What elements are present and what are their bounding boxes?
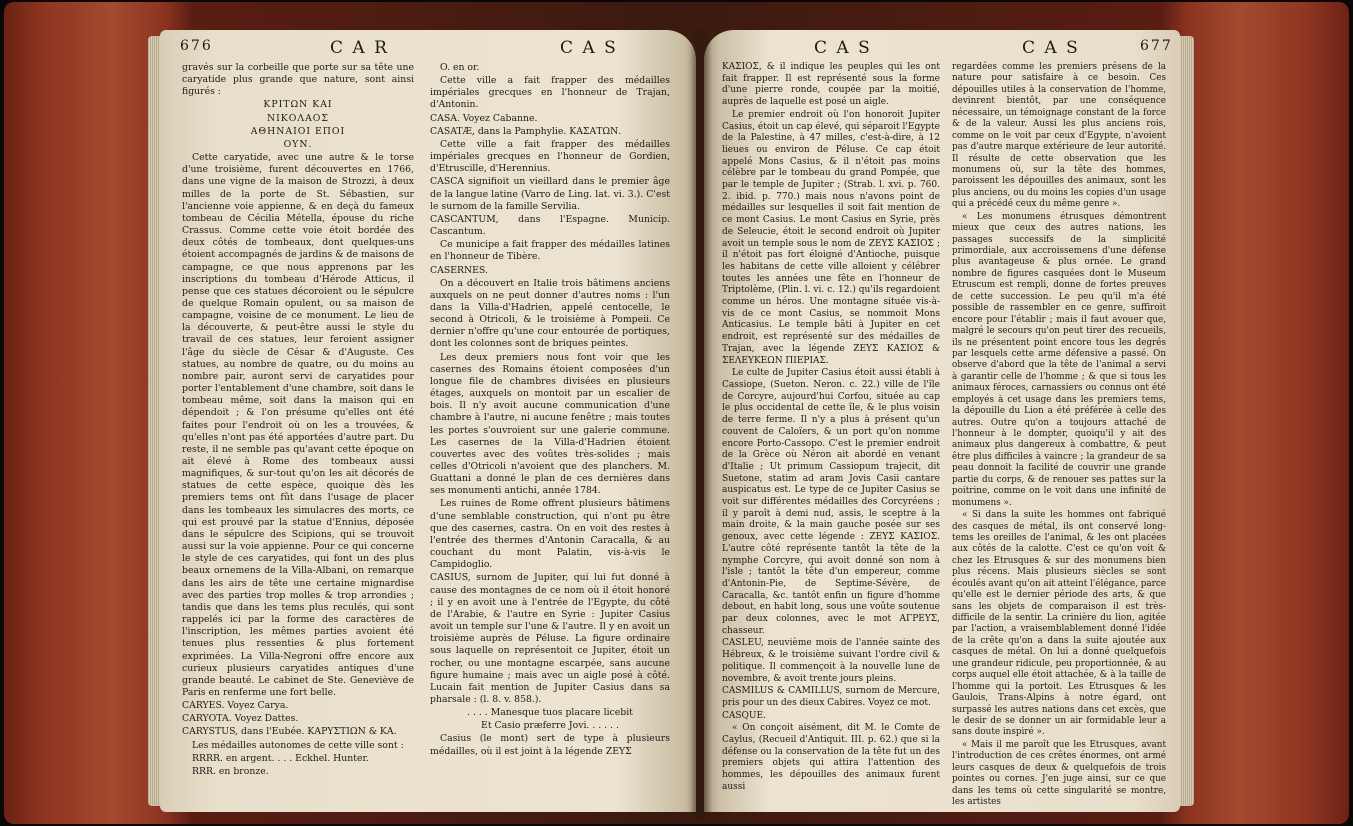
left-column-2: [430, 62, 670, 810]
right-header-right: C A S: [1022, 38, 1080, 58]
paragraph: ΚΑΣΙΟΣ, & il indique les peuples qui les ont fait frapper. Il est représenté sous la forme d'une pierre ronde, coupée par la moitié, auprès de laquelle est posé un aigle.: [722, 62, 940, 108]
paragraph: « On conçoit aisément, dit M. le Comte de Caylus, (Recueil d'Antiquit. III. p. 62.) que si la défense ou la conservation de la tête fut un des premiers objets qui attira l'attention des hommes, les dépouilles des animaux furent aussi: [722, 723, 940, 792]
paragraph: CASMILUS & CAMILLUS, surnom de Mercure, pris pour un des dieux Cabires. Voyez ce mot.: [722, 686, 940, 708]
paragraph: CARYSTUS, dans l'Eubée. ΚΑΡΥΣΤΙΩΝ & ΚΑ.: [182, 726, 397, 738]
left-header-left: C A R: [330, 38, 389, 58]
paragraph: CARYES. Voyez Carya.: [182, 700, 289, 712]
paragraph: Ce municipe a fait frapper des médailles latines en l'honneur de Tibère.: [430, 239, 670, 263]
paragraph: CASERNES.: [430, 264, 488, 276]
paragraph: CASLEU, neuvième mois de l'année sainte des Hébreux, & le troisième suivant l'ordre civil & politique. Il commençoit à la nouvelle lune de novembre, & avoit trente jours pleins.: [722, 638, 940, 684]
paragraph: « Mais il me paroît que les Etrusques, avant l'introduction de ces crêtes énormes, ont armé leurs casques de deux & quelquefois de trois pointes ou cornes. J'en juge ainsi, sur ce que dans les tems où cette singularité se montre, les artistes: [952, 739, 1166, 807]
paragraph: Les médailles autonomes de cette ville sont :: [192, 739, 404, 751]
paragraph: ΑΘΗΝΑΙΟΙ ΕΠΟΙ: [250, 125, 346, 137]
right-page: [704, 30, 1180, 812]
left-page-edges: [148, 36, 160, 806]
paragraph: « Si dans la suite les hommes ont fabriqué des casques de métal, ils ont conservé long-tems les oreilles de l'animal, & les ont placées aux côtés de la calotte. C'est ce qu'on voit & chez les Etrusques & sur des monumens bien plus récens. Mais plusieurs siècles se sont écoulés avant qu'on ait atteint l'élégance, parce qu'elle est le dernier période des arts, & que sans les objets de comparaison il est très-difficile de la sentir. La crinière du lion, agitée par l'action, a vraisemblablement donné l'idée de la crête qu'on a dans la suite ajoutée aux casques de métal. On lui a donné quelquefois une grandeur ridicule, peu proportionnée, & au corps auquel elle étoit attachée, & à la taille de l'homme qui la portoit. Les Etrusques & les Gaulois, Trans-Alpins à notre égard, ont surpassé les autres nations dans cet excès, que le desir de se donner un air formidable leur a sans doute inspiré ».: [952, 510, 1167, 738]
paragraph: CASCANTUM, dans l'Espagne. Municip. Cascantum.: [430, 213, 670, 238]
paragraph: RRRR. en argent. . . . Eckhel. Hunter.: [192, 752, 369, 764]
paragraph: ΟΥΝ.: [283, 138, 313, 150]
paragraph: O. en or.: [440, 62, 480, 73]
paragraph: CASCA signifioit un vieillard dans le premier âge de la langue latine (Varro de Ling. lat. vi. 3.). C'est le surnom de la famille Servilia.: [430, 176, 670, 212]
left-page: [160, 30, 696, 812]
right-header-left: C A S: [814, 38, 872, 58]
paragraph: Les deux premiers nous font voir que les casernes des Romains étoient composées d'un longue file de chambres divisées en plusieurs étages, auxquels on montoit par un escalier de bois. Il n'y avoit aucune communication d'une chambre à l'autre, ni aucune fenêtre ; mais toutes les portes s'ouvroient sur une galerie commune. Les casernes de la Villa-d'Hadrien étoient couvertes avec des voûtes très-solides ; mais celles d'Otricoli n'avoient que des planchers. M. Guattani a donné le plan de ces dernières dans ses monumenti antichi, année 1784.: [430, 351, 670, 497]
paragraph: CASIUS, surnom de Jupiter, qui lui fut donné à cause des montagnes de ce nom où il étoit honoré ; il y en avoit une à l'entrée de l'Egypte, du côté de l'Arabie, & l'autre en Syrie : Jupiter Casius avoit un temple sur l'une & l'autre. Il y en avoit un troisième auprès de Péluse. La figure ordinaire sous laquelle on représentoit ce Jupiter, étoit un rocher, ou une montagne escarpée, sans aucune figure humaine ; mais avec un aigle posé à côté. Lucain fait mention de Jupiter Casius dans sa pharsale : (l. 8. v. 858.).: [430, 572, 670, 705]
paragraph: CARYOTA. Voyez Dattes.: [182, 713, 299, 725]
paragraph: « Les monumens étrusques démontrent mieux que ceux des autres nations, les passages successifs de la simplicité primordiale, aux accroissemens d'une défense plus avantageuse & plus ornée. Le grand nombre de figures casquées dont le Museum Etruscum est rempli, donne de fortes preuves de cette succession. Le peu qu'il m'a été possible de rassembler en ce genre, suffiroit encore pour l'établir ; mais il faut avouer que, malgré le secours qu'on peut tirer des recueils, ils ne présentent point encore tous les degrés par lesquels cette arme défensive a passé. On observe d'abord que la tête de l'animal a servi à garantir celle de l'homme ; & que si tous les animaux féroces, carnassiers ou connus ont été employés à cet usage dans les premiers tems, la dépouille du Lion a été préférée à celle des autres. Outre qu'on a toujours attaché de l'honneur à le dompter, quoiqu'il y ait des animaux plus dangereux à combattre, & peut être plus difficiles à vaincre ; la grandeur de sa peau donnoit la facilité de couvrir une grande partie du corps, & de renouer ses pattes sur la poitrine, comme on le voit dans une infinité de monumens ».: [952, 211, 1166, 508]
paragraph: Cette ville a fait frapper des médailles impériales grecques en l'honneur de Trajan, d'Antonin.: [430, 75, 670, 111]
paragraph: Cette caryatide, avec une autre & le torse d'une troisième, furent découvertes en 1766, dans une vigne de la maison de Strozzi, à deux milles de la porte de St. Sébastien, sur l'ancienne voie appienne, & en deçà du fameux tombeau de Cécilia Métella, épouse du riche Crassus. Comme cette voie étoit bordée des deux côtés de tombeaux, dont quelques-uns étoient accompagnés de jardins & de maisons de campagne, ce que nous apprenons par les inscriptions du tombeau d'Hérode Atticus, il pense que ces statues décoroient ou le sépulcre de quelque Romain opulent, ou sa maison de campagne, voisine de ce monument. Le lieu de la découverte, & peut-être aussi le style du travail de ces statues, leur feroient assigner l'âge du siècle de César & d'Auguste. Ces statues, au nombre de quatre, ou du moins au nombre pair, auront servi de caryatides pour porter l'entablement d'une chambre, soit dans le tombeau même, soit dans la maison qui en dépendoit ; & l'on présume qu'elles ont été faites pour l'endroit où on les a trouvées, & qu'elles n'ont pas été apportées d'autre part. Du reste, il ne semble pas qu'avant cette époque on ait élevé à Rome des tombeaux aussi magnifiques, & sur-tout qu'on les ait décorés de statues de cette espèce, quoique dès les premiers tems ont fût dans l'usage de placer dans les tombeaux les simulacres des morts, ce qui est prouvé par la statue d'Ennius, déposée dans le sépulcre des Scipions, qui se trouvoit aussi sur la voie appienne. Pour ce qui concerne le style de ces caryatides, qui font un des plus beaux ornemens de la Villa-Albani, on remarque dans les airs de tête une certaine mignardise avec des parties trop molles & trop arrondies ; tandis que dans les tems plus reculés, qui sont rappelés ici par la forme des caractères de l'inscription, les mêmes parties avoient été tenues plus ressenties & plus fortement exprimées. La Villa-Negroni offre encore aux curieux plusieurs caryatides antiques d'une grande beauté. Le cabinet de Ste. Geneviève de Paris en renferme une fort belle.: [182, 152, 414, 698]
paragraph: CASA. Voyez Cabanne.: [430, 112, 538, 124]
left-page-number: 676: [180, 38, 213, 54]
paragraph: RRR. en bronze.: [192, 765, 269, 777]
right-page-edges: [1180, 36, 1194, 806]
left-header-right: C A S: [560, 38, 618, 58]
paragraph: gravés sur la corbeille que porte sur sa tête une caryatide plus grande que nature, sont ainsi figurés :: [182, 62, 414, 98]
paragraph: Le culte de Jupiter Casius étoit aussi établi à Cassiope, (Sueton. Neron. c. 22.) ville de l'île de Corcyre, aujourd'hui Corfou, située au cap le plus occidental de cette île, & le plus voisin de terre ferme. Il n'y a plus à présent qu'un couvent de Caloïers, & un port qu'on nomme encore Porto-Cassopo. C'est le premier endroit de la Grèce où Néron ait abordé en venant d'Italie ; Ut primum Cassiopum trajecit, dit Suetone, statim ad aram Jovis Casii cantare auspicatus est. Le type de ce Jupiter Casius se voit sur différentes médailles des Corcyréens ; il y paroît à demi nud, assis, le sceptre à la main droite, & la main gauche posée sur ses genoux, avec cette légende : ΖΕΥΣ ΚΑΣΙΟΣ. L'autre côté représente tantôt la tête de la nymphe Corcyre, qui avoit donné son nom à l'isle ; tantôt la tête d'un empereur, comme d'Antonin-Pie, de Septime-Sévère, de Caracalla, &c. tantôt enfin un figure d'homme debout, en habit long, sous une voûte soutenue par deux colonnes, avec le mot ΑΓΡΕΥΣ, chasseur.: [722, 368, 940, 636]
paragraph: . . . . Manesque tuos placare licebit: [467, 707, 633, 719]
paragraph: regardées comme les premiers présens de la nature pour satisfaire à ce besoin. Ces dépouilles utiles à la conservation de l'homme, devinrent bientôt, par une conséquence nécessaire, un témoignage constant de la force & de la valeur. Aussi les plus anciens rois, comme on le voit par ceux d'Egypte, n'avoient pas d'autre marque extérieure de leur autorité. Il résulte de cette observation que les monumens où, sur la tête des hommes, paroissent les dépouilles des animaux, sont les plus anciens, ou du moins les copies d'un usage qui a précédé ceux du même genre ».: [952, 62, 1166, 210]
book-gutter: [690, 30, 712, 820]
left-column-1: [182, 62, 414, 810]
paragraph: On a découvert en Italie trois bâtimens anciens auxquels on ne peut donner d'autres noms : l'un dans la Villa-d'Hadrien, appelé centocelle, le second à Otricoli, & le troisième à Pompeii. Ce dernier n'offre qu'une cour entourée de portiques, dont les colonnes sont de briques peintes.: [430, 277, 670, 350]
paragraph: Casius (le mont) sert de type à plusieurs médailles, où il est joint à la légende ΖΕΥΣ: [430, 733, 670, 757]
paragraph: ΚΡΙΤΩΝ ΚΑΙ: [263, 99, 333, 111]
paragraph: Le premier endroit où l'on honoroit Jupiter Casius, étoit un cap élevé, qui séparoit l'Egypte de la Palestine, à 47 milles, c'est-à-dire, à 12 lieues ou environ de Péluse. Ce cap étoit appelé Mons Casius, & il n'étoit pas moins célèbre par le tombeau du grand Pompée, que par le temple de Jupiter ; (Strab. l. xvi. p. 760. 2. ibid. p. 770.) mais nous n'avons point de médailles sur lesquelles il soit fait mention de ce mont Casius. Le mont Casius en Syrie, près de Seleucie, étoit le second endroit où Jupiter avoit un temple sous le nom de ΖΕΥΣ ΚΑΣΙΟΣ ; il n'étoit pas fort éloigné d'Antioche, puisque les habitans de cette ville alloient y célébrer toutes les années une fête en l'honneur de Triptolème, (Plin. l. vi. c. 12.) qu'ils regardoient comme un héros. Une montagne située vis-à-vis de ce mont Casius, se nommoit Mons Anticasius. Le temple bâti à Jupiter en cet endroit, est représenté sur des médailles de Trajan, avec la légende ΖΕΥΣ ΚΑΣΙΟΣ & ΣΕΛΕΥΚΕΩΝ ΠΙΕΡΙΑΣ.: [722, 109, 940, 366]
paragraph: CASQUE.: [722, 710, 766, 721]
paragraph: Et Casio præferre Jovi. . . . . .: [481, 720, 619, 732]
paragraph: ΝΙΚΟΛΑΟΣ: [267, 112, 329, 124]
right-column-1: [722, 62, 940, 810]
right-page-number: 677: [1140, 38, 1173, 54]
right-column-2: [952, 62, 1166, 810]
paragraph: Les ruines de Rome offrent plusieurs bâtimens d'une semblable construction, qui n'ont pu être que des casernes, castra. On en voit des restes à l'entrée des thermes d'Antonin Caracalla, & au couchant du mont Palatin, vis-à-vis le Campidoglio.: [430, 498, 670, 571]
paragraph: Cette ville a fait frapper des médailles impériales grecques en l'honneur de Gordien, d'Etruscille, d'Herennius.: [430, 138, 670, 175]
paragraph: CASATÆ, dans la Pamphylie. ΚΑΣΑΤΩΝ.: [430, 125, 622, 137]
